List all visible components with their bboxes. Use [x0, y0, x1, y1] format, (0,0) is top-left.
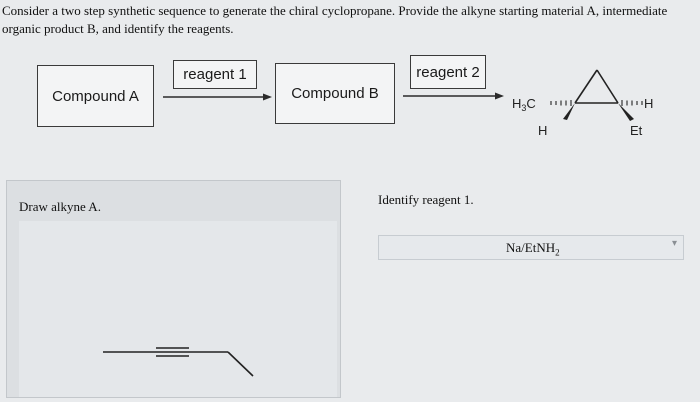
alkyl-bond: [228, 352, 253, 376]
h-left-label: H: [538, 123, 548, 138]
reagent-1-selected-value: Na/EtNH$_2$: [506, 240, 560, 258]
wedge-bond-h: [563, 103, 575, 120]
drawing-canvas[interactable]: [19, 221, 337, 397]
ring-bond-left: [575, 70, 597, 103]
question-text: Consider a two step synthetic sequence to generate the chiral cyclopropane. Provide the alkyne starting material A, intermediate organic product B, and identify the reagents.: [2, 3, 668, 36]
wedge-bond-et: [618, 103, 634, 121]
identify-reagent-label: Identify reagent 1.: [378, 192, 474, 207]
compound-a-box[interactable]: [37, 65, 154, 127]
reagent-2-box[interactable]: [410, 55, 486, 89]
arrow-head-1: [263, 94, 272, 101]
draw-panel-label: Draw alkyne A.: [19, 199, 101, 214]
compound-b-box[interactable]: [275, 63, 395, 124]
h-right-label: H: [644, 96, 654, 111]
draw-panel: [6, 180, 341, 398]
hashed-bond-h-right: [622, 100, 642, 106]
cyclopropane-product: [512, 70, 653, 138]
reagent-1-box[interactable]: [173, 60, 257, 89]
hashed-bond-ch3: [551, 100, 571, 106]
et-label: Et: [630, 123, 643, 138]
reagent-2-label: reagent 2: [416, 63, 480, 81]
ring-bond-right: [597, 70, 618, 103]
chevron-down-icon: ▾: [671, 238, 677, 249]
compound-a-label: Compound A: [52, 87, 139, 105]
alkyne-drawing[interactable]: [19, 221, 337, 397]
compound-b-label: Compound B: [291, 85, 379, 102]
triple-bond: [103, 348, 228, 356]
ch3-label: $H_3C$: [512, 96, 536, 113]
reagent-1-select[interactable]: [378, 235, 684, 260]
reagent-1-label: reagent 1: [183, 66, 247, 83]
arrow-head-2: [495, 93, 504, 100]
